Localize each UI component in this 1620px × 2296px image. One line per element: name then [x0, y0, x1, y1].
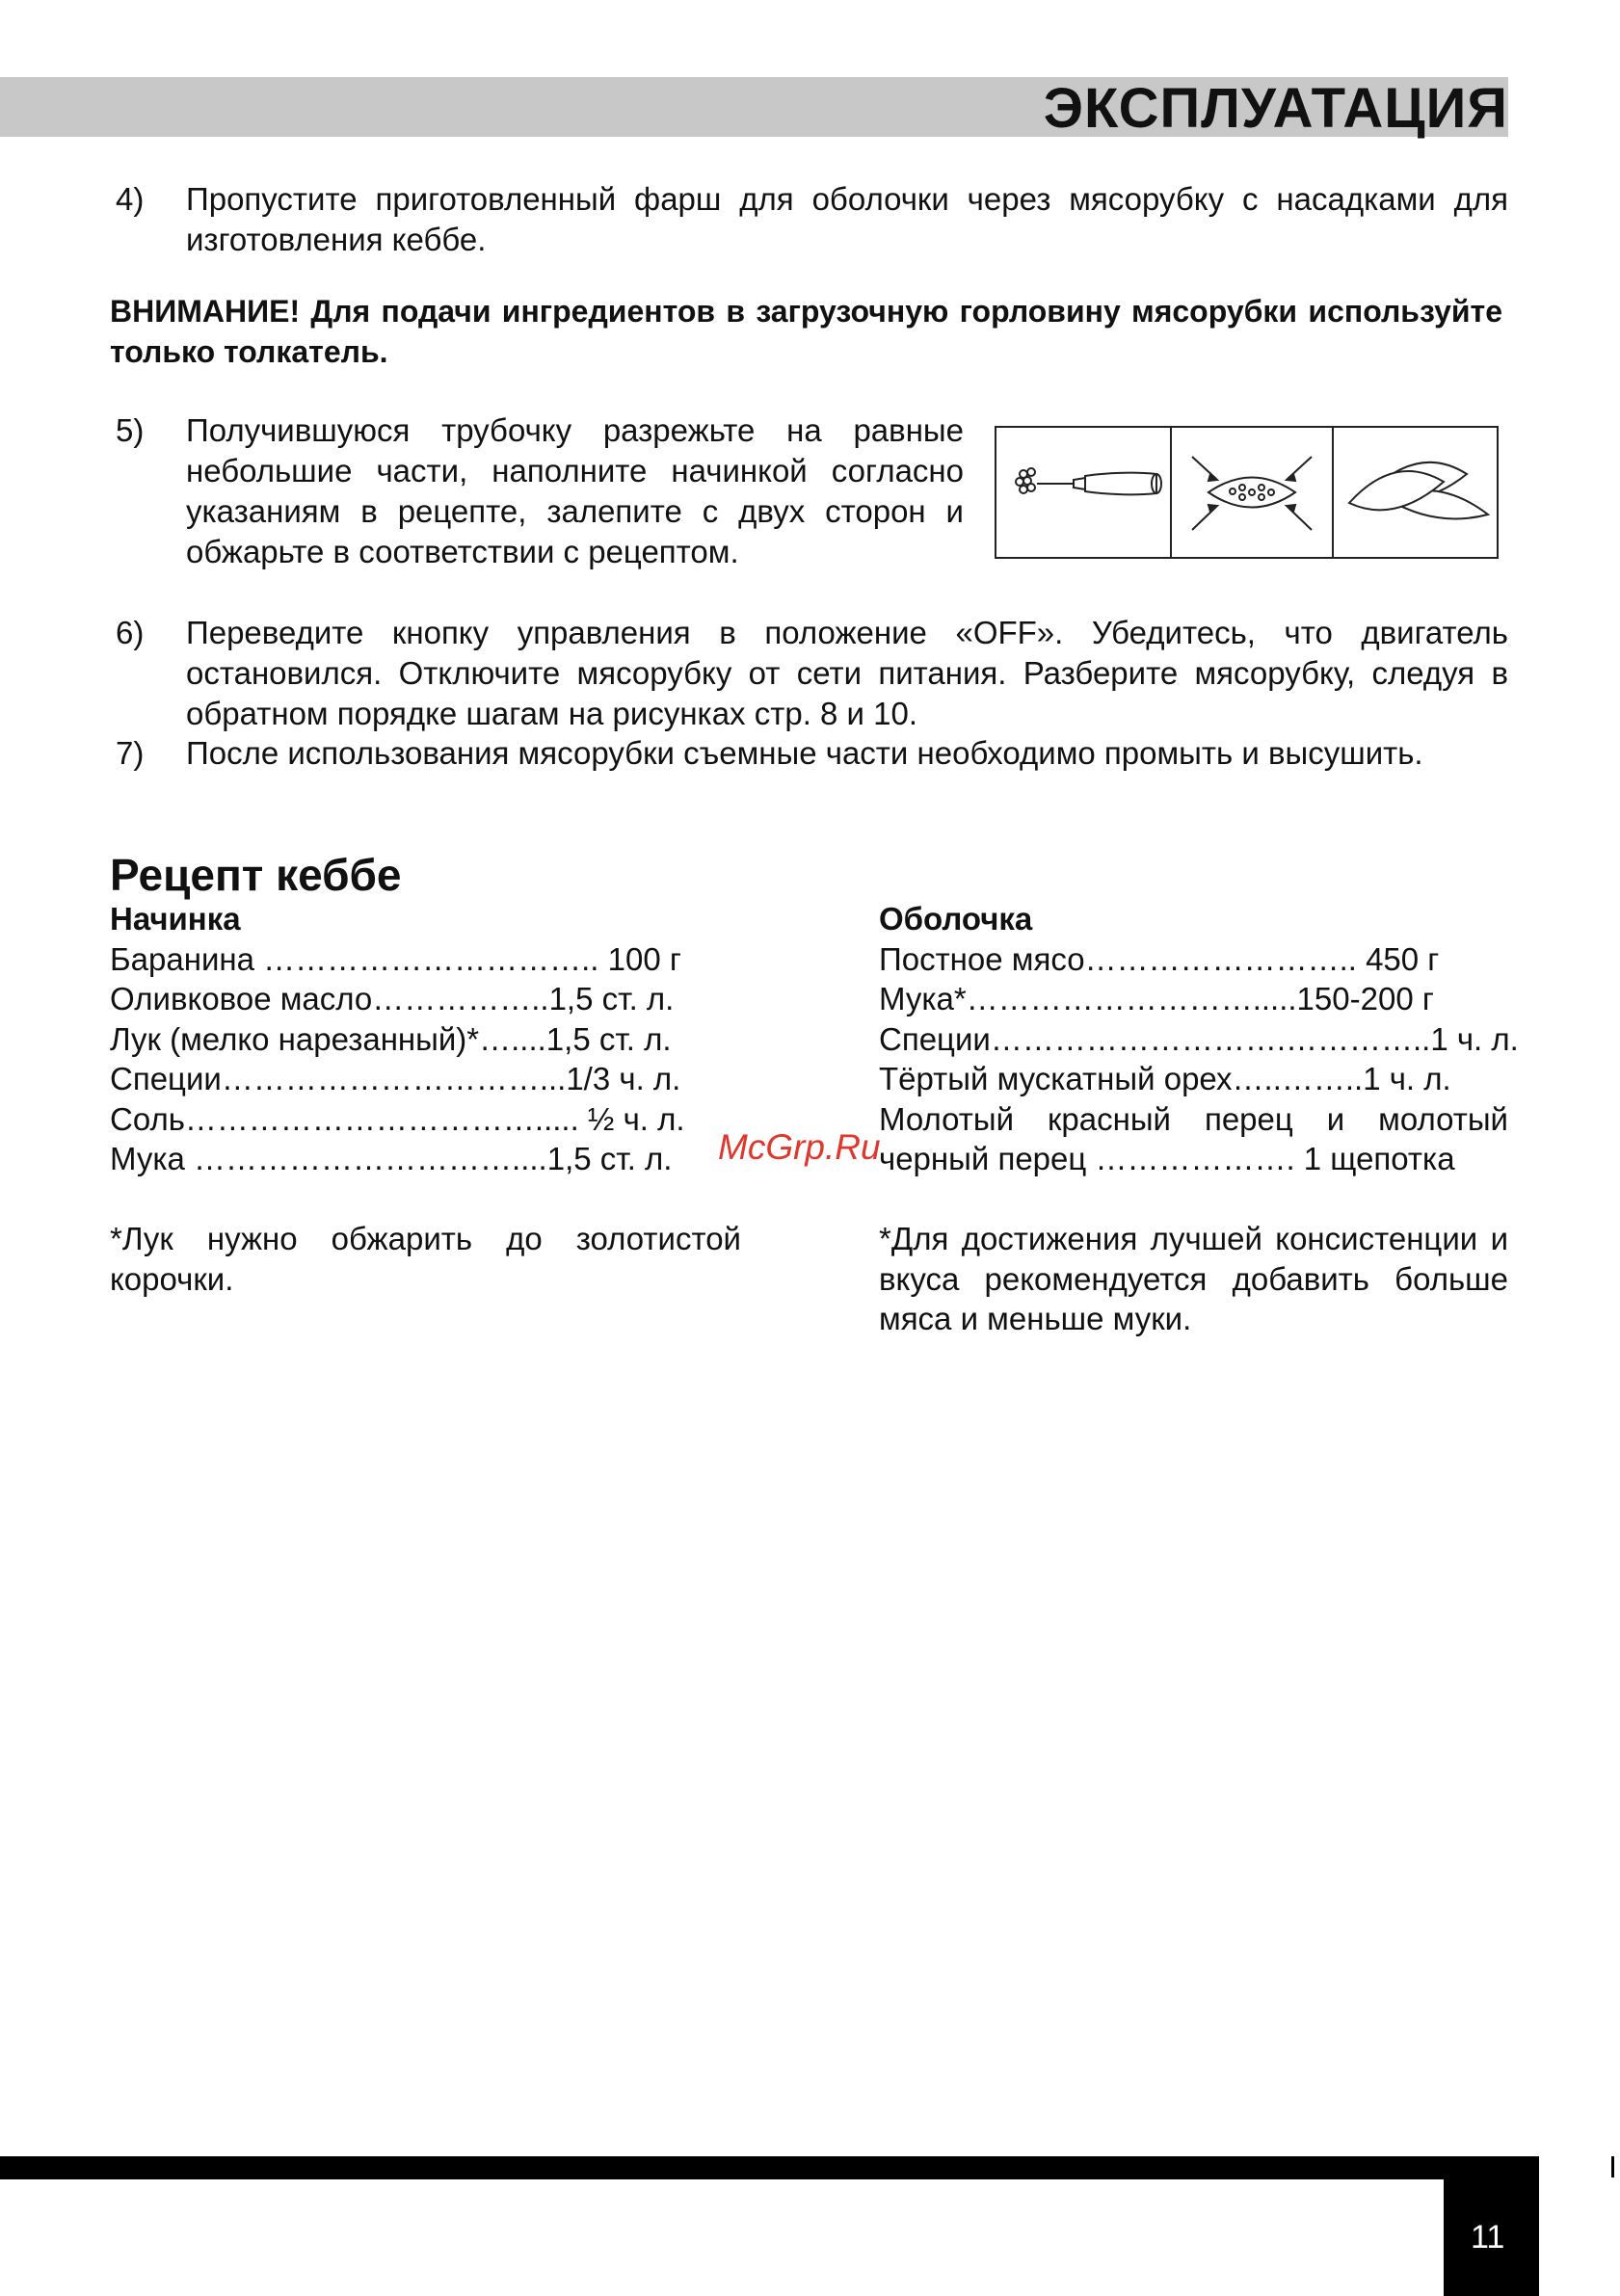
step-number: 5) — [116, 412, 145, 448]
step-text: Получившуюся трубочку разрежьте на равные небольшие части, наполните начинкой согласно указаниям в рецепте, залепите с двух сторон и обжарьте в соответствии с рецептом. — [186, 412, 964, 569]
ingredient-line: черный перец ………………. 1 щепотка — [879, 1141, 1455, 1176]
step-text: Пропустите приготовленный фарш для оболочки через мясорубку с насадками для изготовления кеббе. — [186, 181, 1508, 257]
ingredient-line: Специи……………………….…………..1 ч. л. — [879, 1020, 1519, 1057]
step-text: Переведите кнопку управления в положение «OFF». Убедитесь, что двигатель остановился. Отключите мясорубку от сети питания. Разберите мясорубку, следуя в обратном порядке шагам на рисунках стр. 8 и 10. — [186, 615, 1508, 731]
kebbe-steps-figure — [995, 426, 1499, 559]
step-number: 4) — [116, 181, 145, 217]
footer-panel — [0, 2179, 1444, 2296]
ingredient-line: Лук (мелко нарезанный)*…....1,5 ст. л. — [110, 1020, 672, 1057]
step-6 — [116, 613, 1508, 734]
shell-column — [879, 899, 1519, 1339]
ingredient-line: Баранина ………………………….. 100 г — [110, 940, 681, 977]
shell-heading: Оболочка — [879, 901, 1033, 937]
step-text: После использования мясорубки съемные части необходимо промыть и высушить. — [186, 735, 1423, 771]
edge-mark — [1611, 2156, 1614, 2177]
shell-note: *Для достижения лучшей консистенции и вкуса рекомендуется добавить больше мяса и меньше муки. — [879, 1221, 1508, 1336]
warning-text: ВНИМАНИЕ! Для подачи ингредиентов в загрузочную горловину мясорубки используйте только толкатель. — [110, 294, 1502, 369]
step-4 — [116, 179, 1508, 260]
filling-column — [110, 899, 741, 1299]
ingredient-line: Постное мясо…………………….. 450 г — [879, 940, 1440, 977]
watermark: McGrp.Ru — [718, 1127, 881, 1167]
ingredient-line: Оливковое масло……………..1,5 ст. л. — [110, 981, 675, 1016]
step-7 — [116, 733, 1508, 774]
ingredient-line: Специи…………………………...1/3 ч. л. — [110, 1061, 681, 1096]
recipe-title: Рецепт кеббе — [110, 850, 402, 900]
ingredient-line: Мука*……………………….....150-200 г — [879, 981, 1434, 1016]
ingredient-line: Соль……………………………..... ½ ч. л. — [110, 1100, 685, 1137]
ingredient-line: Тёртый мускатный орех…..……..1 ч. л. — [879, 1061, 1451, 1096]
ingredient-line: Молотый красный перец и молотый — [879, 1100, 1508, 1137]
page-number: 11 — [1471, 2219, 1505, 2256]
header-band — [0, 77, 1508, 140]
step-5 — [116, 410, 964, 572]
step-number: 7) — [116, 735, 145, 771]
step-number: 6) — [116, 615, 145, 650]
ingredient-line: Мука …………………………....1,5 ст. л. — [110, 1141, 673, 1176]
page-title: ЭКСПЛУАТАЦИЯ — [1043, 77, 1508, 140]
filling-heading: Начинка — [110, 901, 241, 937]
filling-note: *Лук нужно обжарить до золотистой корочки. — [110, 1221, 741, 1297]
